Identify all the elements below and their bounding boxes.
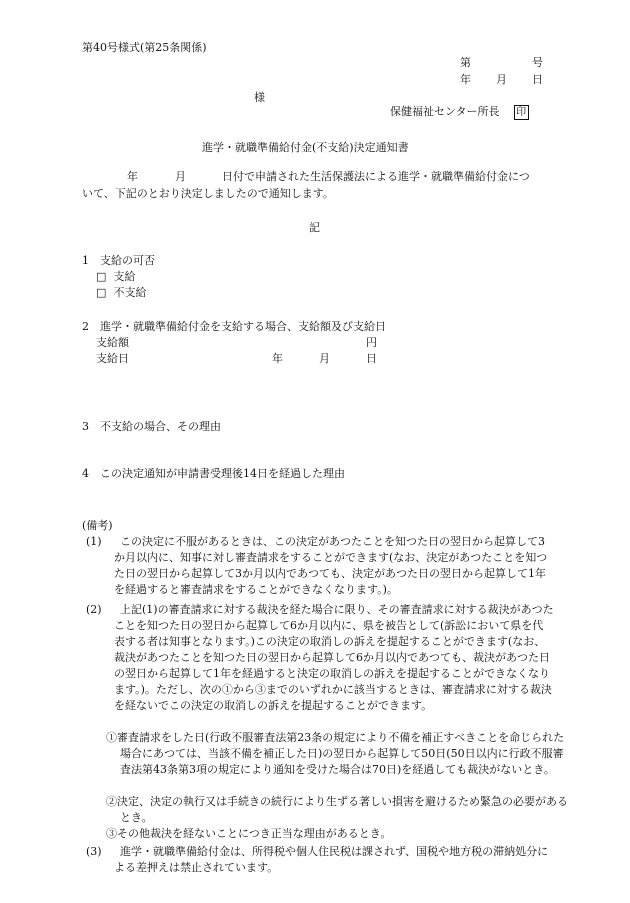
section1-heading: 1 支給の可否 bbox=[82, 254, 155, 267]
seal-mark: 印 bbox=[514, 105, 529, 120]
date-year: 年 bbox=[460, 73, 471, 86]
addressee-suffix: 様 bbox=[254, 91, 265, 104]
payday-day: 日 bbox=[366, 352, 377, 365]
amount-unit: 円 bbox=[366, 336, 377, 349]
intro-year: 年 bbox=[127, 170, 138, 183]
remark-2-sub-3: ③その他裁決を経ないことにつき正当な理由があるとき。 bbox=[106, 827, 392, 840]
date-month: 月 bbox=[496, 73, 507, 86]
issuer-block bbox=[390, 104, 529, 120]
remarks-heading: (備考) bbox=[82, 519, 113, 532]
issuer-name: 保健福祉センター所長 bbox=[390, 105, 500, 118]
section2-heading: 2 進学・就職準備給付金を支給する場合、支給額及び支給日 bbox=[82, 320, 386, 333]
ki-label: 記 bbox=[309, 221, 320, 234]
option-label: 不支給 bbox=[113, 286, 147, 299]
section4-heading: 4 この決定通知が申請書受理後14日を経過した理由 bbox=[82, 467, 345, 480]
remark-1-num: (1) bbox=[86, 535, 102, 548]
option-label: 支給 bbox=[113, 270, 136, 283]
payday-label: 支給日 bbox=[96, 352, 129, 365]
remark-1-text: この決定に不服があるときは、この決定があつたことを知つた日の翌日から起算して3か月以内に、知事に対し審査請求をすることができます(なお、決定があつたことを知つた日の翌日から起算して3か月以内であつても、決定があつた日の翌日から起算して1年を経過すると審査請求をすることができなくなります。)。 bbox=[114, 535, 548, 596]
payday-year: 年 bbox=[272, 352, 283, 365]
option-shikyu bbox=[96, 269, 136, 285]
remark-3-text: 進学・就職準備給付金は、所得税や個人住民税は課されず、国税や地方税の滞納処分による差押えは禁止されています。 bbox=[114, 845, 549, 874]
remark-2-sub-1: ①審査請求をした日(行政不服審査法第23条の規定により不備を補正すべきことを命じられた場合にあつては、当該不備を補正した日)の翌日から起算して50日(50日以内に行政不服審査法第43条第3項の規定により通知を受けた場合は70日)を経過しても裁決がないとき。 bbox=[106, 731, 565, 776]
remark-2-num: (2) bbox=[86, 603, 102, 616]
remark-2-sub-2: ②決定、決定の執行又は手続きの続行により生ずる著しい損害を避けるため緊急の必要があるとき。 bbox=[106, 795, 568, 824]
form-id: 第40号様式(第25条関係) bbox=[82, 41, 207, 54]
intro-month: 月 bbox=[175, 170, 186, 183]
remark-2-text: 上記(1)の審査請求に対する裁決を経た場合に限り、その審査請求に対する裁決があつたことを知つた日の翌日から起算して6か月以内に、県を被告として(訴訟において県を代表する者は知事となります。)この決定の取消しの訴えを提起することができます(なお、裁決があつたことを知つた日の翌日から起算して6か月以内であつても、裁決があつた日の翌日から起算して1年を経過すると決定の取消しの訴えを提起することができなくなります。)。ただし、次の①から③までのいずれかに該当するときは、審査請求に対する裁決を経ないでこの決定の取消しの訴えを提起することができます。 bbox=[114, 603, 554, 712]
section3-heading: 3 不支給の場合、その理由 bbox=[82, 420, 221, 433]
number-dai: 第 bbox=[460, 56, 471, 69]
option-fushikyu bbox=[96, 285, 147, 301]
date-day: 日 bbox=[532, 73, 543, 86]
intro-text-line1: 日付で申請された生活保護法による進学・就職準備給付金につ bbox=[222, 170, 530, 183]
checkbox-icon: □ bbox=[96, 270, 107, 283]
intro-text-line2: いて、下記のとおり決定しましたので通知します。 bbox=[82, 187, 334, 200]
number-go: 号 bbox=[532, 56, 543, 69]
document-title: 進学・就職準備給付金(不支給)決定通知書 bbox=[202, 141, 409, 154]
remark-3-num: (3) bbox=[86, 845, 102, 858]
amount-label: 支給額 bbox=[96, 336, 129, 349]
checkbox-icon: □ bbox=[96, 286, 107, 299]
payday-month: 月 bbox=[319, 352, 330, 365]
